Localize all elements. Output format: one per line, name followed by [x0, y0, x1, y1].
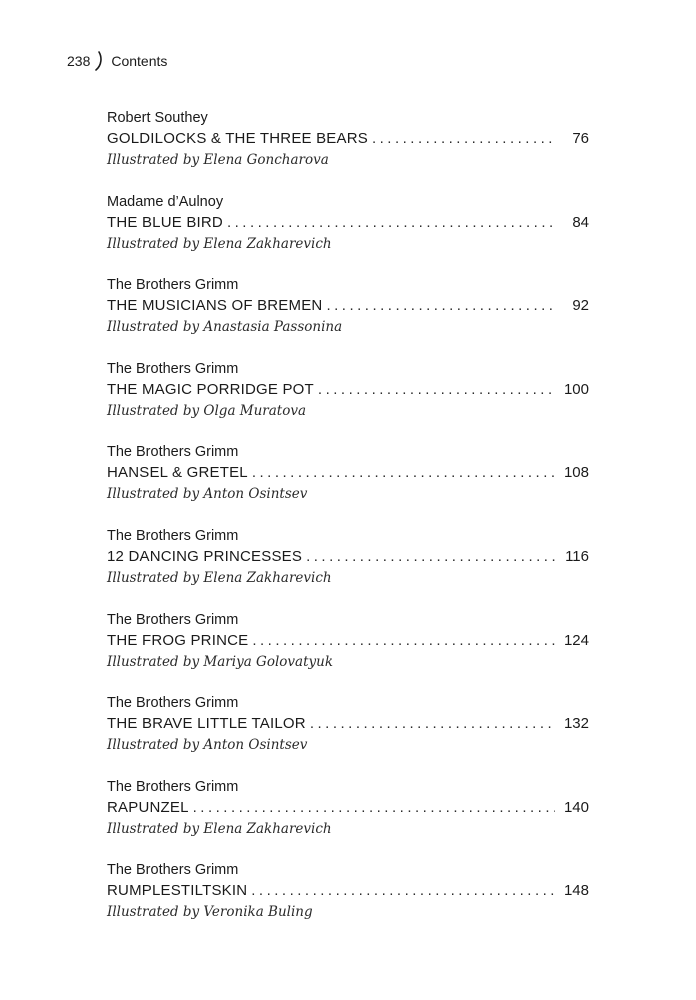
entry-title: THE BRAVE LITTLE TAILOR: [107, 715, 306, 733]
entry-title: RUMPLESTILTSKIN: [107, 882, 248, 900]
dot-leader: [251, 880, 555, 902]
entry-page-number: 116: [565, 547, 589, 565]
dot-leader: [310, 713, 555, 735]
entry-page-number: 100: [563, 380, 589, 398]
toc-entry: [107, 610, 589, 694]
entry-title: RAPUNZEL: [107, 798, 189, 816]
entry-title-line[interactable]: [107, 295, 589, 317]
entry-author: The Brothers Grimm: [107, 527, 239, 544]
entry-author: The Brothers Grimm: [107, 862, 239, 879]
entry-author: The Brothers Grimm: [107, 277, 239, 294]
section-title: Contents: [111, 53, 168, 69]
entry-illustrator: Illustrated by Veronika Buling: [107, 904, 313, 921]
entry-illustrator: Illustrated by Olga Muratova: [107, 402, 307, 419]
dot-leader: [372, 128, 555, 150]
entry-illustrator: Illustrated by Elena Zakharevich: [107, 820, 332, 837]
toc-entry: [107, 693, 589, 777]
entry-page-number: 84: [572, 213, 589, 231]
entry-illustrator: Illustrated by Anastasia Passonina: [107, 319, 343, 336]
entry-title-line[interactable]: [107, 797, 589, 819]
dot-leader: [306, 546, 555, 568]
entry-illustrator: Illustrated by Elena Goncharova: [107, 152, 329, 168]
entry-illustrator: Illustrated by Elena Zakharevich: [107, 235, 332, 252]
entry-title-line[interactable]: [107, 212, 589, 234]
toc-entry: [107, 192, 589, 276]
entry-author: Robert Southey: [107, 110, 208, 126]
entry-author: The Brothers Grimm: [107, 695, 239, 712]
entry-author: The Brothers Grimm: [107, 611, 239, 628]
toc-entry: [107, 359, 589, 443]
entry-page-number: 140: [563, 798, 589, 816]
entry-title-line[interactable]: [107, 128, 589, 150]
entry-title: THE MUSICIANS OF BREMEN: [107, 297, 323, 315]
entry-illustrator: Illustrated by Mariya Golovatyuk: [107, 653, 333, 670]
toc-entry: [107, 108, 589, 192]
entry-title: HANSEL & GRETEL: [107, 464, 248, 482]
entry-page-number: 148: [563, 882, 589, 900]
dot-leader: [318, 379, 555, 401]
dot-leader: [252, 630, 555, 652]
entry-title: 12 DANCING PRINCESSES: [107, 547, 303, 565]
entry-title-line[interactable]: [107, 713, 589, 735]
entry-illustrator: Illustrated by Elena Zakharevich: [107, 569, 332, 586]
toc-entry: [107, 777, 589, 861]
dot-leader: [193, 797, 555, 819]
entry-title-line[interactable]: [107, 880, 589, 902]
entry-title: THE BLUE BIRD: [107, 213, 223, 231]
entry-author: Madame d’Aulnoy: [107, 193, 224, 210]
entry-title-line[interactable]: [107, 462, 589, 484]
entry-author: The Brothers Grimm: [107, 360, 239, 377]
table-of-contents: [107, 108, 589, 944]
running-head: [67, 50, 167, 72]
entry-page-number: 124: [563, 631, 589, 649]
entry-illustrator: Illustrated by Anton Osintsev: [107, 737, 308, 754]
entry-title-line[interactable]: [107, 379, 589, 401]
entry-title: GOLDILOCKS & THE THREE BEARS: [107, 130, 368, 147]
entry-title: THE MAGIC PORRIDGE POT: [107, 380, 314, 398]
entry-page-number: 108: [563, 464, 589, 482]
bracket-ornament-icon: [93, 51, 103, 71]
entry-page-number: 132: [563, 715, 589, 733]
entry-title: THE FROG PRINCE: [107, 631, 249, 649]
toc-entry: [107, 442, 589, 526]
entry-page-number: 76: [572, 130, 589, 147]
dot-leader: [252, 462, 555, 484]
entry-illustrator: Illustrated by Anton Osintsev: [107, 486, 308, 503]
entry-page-number: 92: [572, 297, 589, 315]
dot-leader: [227, 212, 555, 234]
dot-leader: [326, 295, 555, 317]
toc-entry: [107, 275, 589, 359]
entry-title-line[interactable]: [107, 546, 589, 568]
entry-title-line[interactable]: [107, 630, 589, 652]
toc-entry: [107, 860, 589, 944]
entry-author: The Brothers Grimm: [107, 778, 239, 795]
page-number: 238: [67, 53, 91, 69]
entry-author: The Brothers Grimm: [107, 444, 239, 461]
toc-entry: [107, 526, 589, 610]
